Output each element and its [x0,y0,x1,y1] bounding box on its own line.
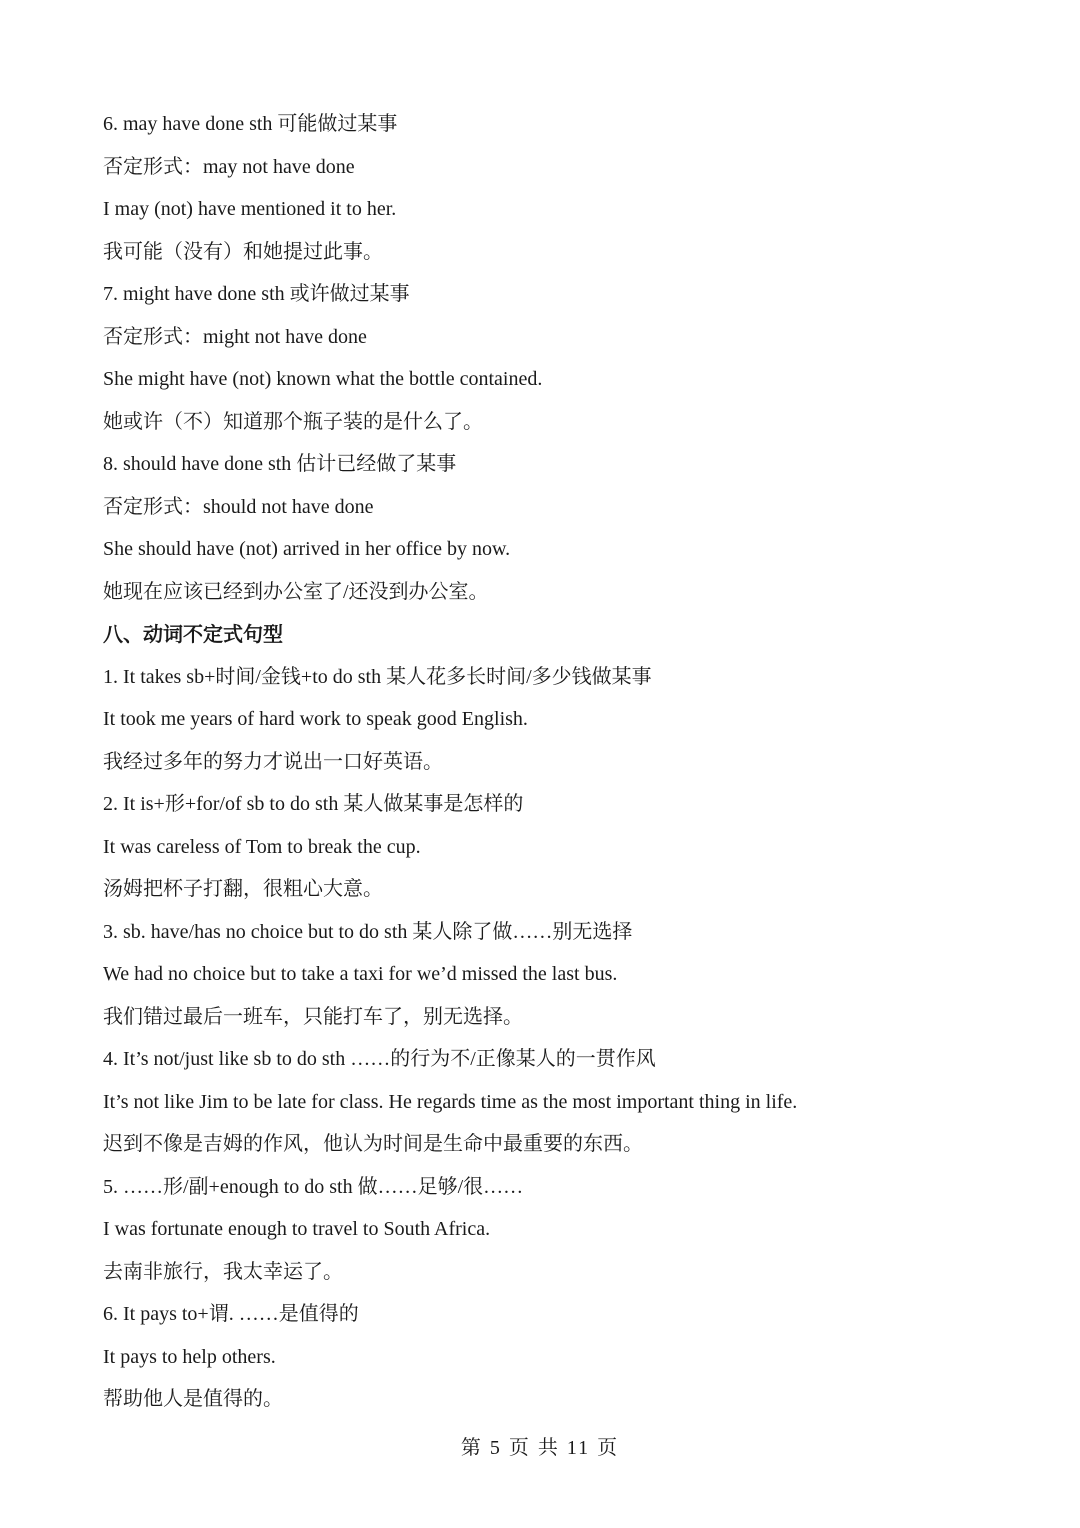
text-line: 帮助他人是值得的。 [103,1388,283,1410]
text-line: 5. ……形/副+enough to do sth 做……足够/很…… [103,1175,524,1198]
text-line: We had no choice but to take a taxi for we’d missed the last bus. [103,963,618,985]
text-line: 她或许（不）知道那个瓶子装的是什么了。 [103,410,483,433]
text-line: It pays to help others. [103,1345,276,1368]
text-line: 汤姆把杯子打翻，很粗心大意。 [103,878,383,900]
text-line: 1. It takes sb+时间/金钱+to do sth 某人花多长时间/多少钱做某事 [103,665,652,688]
text-line: 我经过多年的努力才说出一口好英语。 [103,750,443,773]
text-line: 我们错过最后一班车，只能打车了，别无选择。 [103,1005,523,1028]
text-line: 我可能（没有）和她提过此事。 [103,240,383,263]
text-line: 6. It pays to+谓. ……是值得的 [103,1303,359,1325]
text-line: 否定形式：should not have done [103,495,374,518]
text-line: It took me years of hard work to speak good English. [103,708,528,730]
text-line: 4. It’s not/just like sb to do sth ……的行为不/正像某人的一贯作风 [103,1048,656,1070]
text-line: 否定形式：may not have done [103,155,355,178]
text-line: She might have (not) known what the bottle contained. [103,368,543,390]
text-line: 否定形式：might not have done [103,325,367,348]
text-line: She should have (not) arrived in her office by now. [103,538,511,560]
text-line: 7. might have done sth 或许做过某事 [103,283,410,305]
text-line: I was fortunate enough to travel to South Africa. [103,1218,491,1240]
text-line: I may (not) have mentioned it to her. [103,198,397,220]
text-line: 2. It is+形+for/of sb to do sth 某人做某事是怎样的 [103,793,524,815]
text-line: 8. should have done sth 估计已经做了某事 [103,453,457,475]
text-line: 迟到不像是吉姆的作风，他认为时间是生命中最重要的东西。 [103,1133,643,1155]
text-line: 她现在应该已经到办公室了/还没到办公室。 [103,580,489,603]
document-body [103,103,1003,1421]
section-heading: 八、动词不定式句型 [103,622,283,646]
text-line: 6. may have done sth 可能做过某事 [103,113,398,135]
page-number-footer: 第 5 页 共 11 页 [460,1437,620,1459]
text-line: It’s not like Jim to be late for class. He regards time as the most important thing in life. [103,1090,798,1113]
text-line: It was careless of Tom to break the cup. [103,835,421,858]
text-line: 3. sb. have/has no choice but to do sth 某人除了做……别无选择 [103,920,633,943]
text-line: 去南非旅行，我太幸运了。 [103,1260,343,1283]
